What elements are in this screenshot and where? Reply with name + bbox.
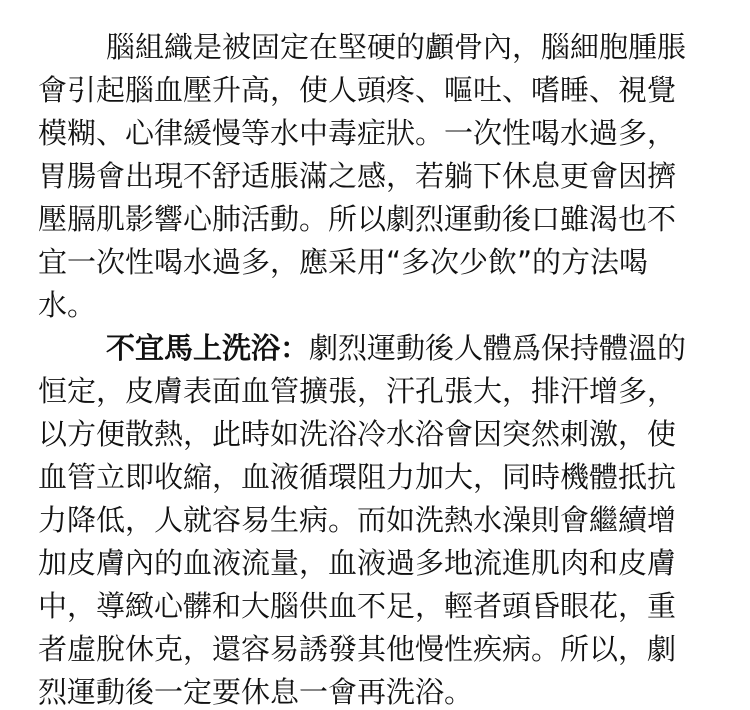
text-line: 力降低，人就容易生病。而如洗熱水澡則會繼續增	[38, 503, 677, 537]
text-line: 會引起腦血壓升高，使人頭疼、嘔吐、嗜睡、視覺	[38, 73, 677, 107]
text-line: 模糊、心律緩慢等水中毒症狀。一次性喝水過多，	[38, 116, 677, 150]
section-heading: 不宜馬上洗浴：	[106, 331, 310, 365]
text-line: 血管立即收縮，血液循環阻力加大，同時機體抵抗	[38, 460, 677, 494]
text-line: 者虛脫休克，還容易誘發其他慢性疾病。所以，劇	[38, 632, 677, 666]
heading-continuation: 劇烈運動後人體爲保持體溫的	[309, 331, 687, 365]
text-line: 壓膈肌影響心肺活動。所以劇烈運動後口雖渴也不	[38, 202, 677, 236]
text-line: 恒定，皮膚表面血管擴張，汗孔張大，排汗增多，	[38, 374, 677, 408]
text-line: 水。	[38, 288, 97, 322]
paragraph-bathing	[38, 327, 720, 710]
text-line: 烈運動後一定要休息一會再洗浴。	[38, 675, 474, 709]
text-line: 以方便散熱，此時如洗浴冷水浴會因突然刺激，使	[38, 417, 677, 451]
text-line: 中，導緻心髒和大腦供血不足，輕者頭昏眼花，重	[38, 589, 677, 623]
text-line	[38, 327, 720, 370]
text-line: 宜一次性喝水過多，應采用“多次少飲”的方法喝	[38, 245, 649, 279]
text-line: 腦組織是被固定在堅硬的顱骨內，腦細胞腫脹	[106, 30, 687, 64]
text-line: 胃腸會出現不舒适脹滿之感，若躺下休息更會因擠	[38, 159, 677, 193]
text-line: 加皮膚內的血液流量，血液過多地流進肌肉和皮膚	[38, 546, 677, 580]
paragraph-water-intake	[38, 26, 720, 327]
